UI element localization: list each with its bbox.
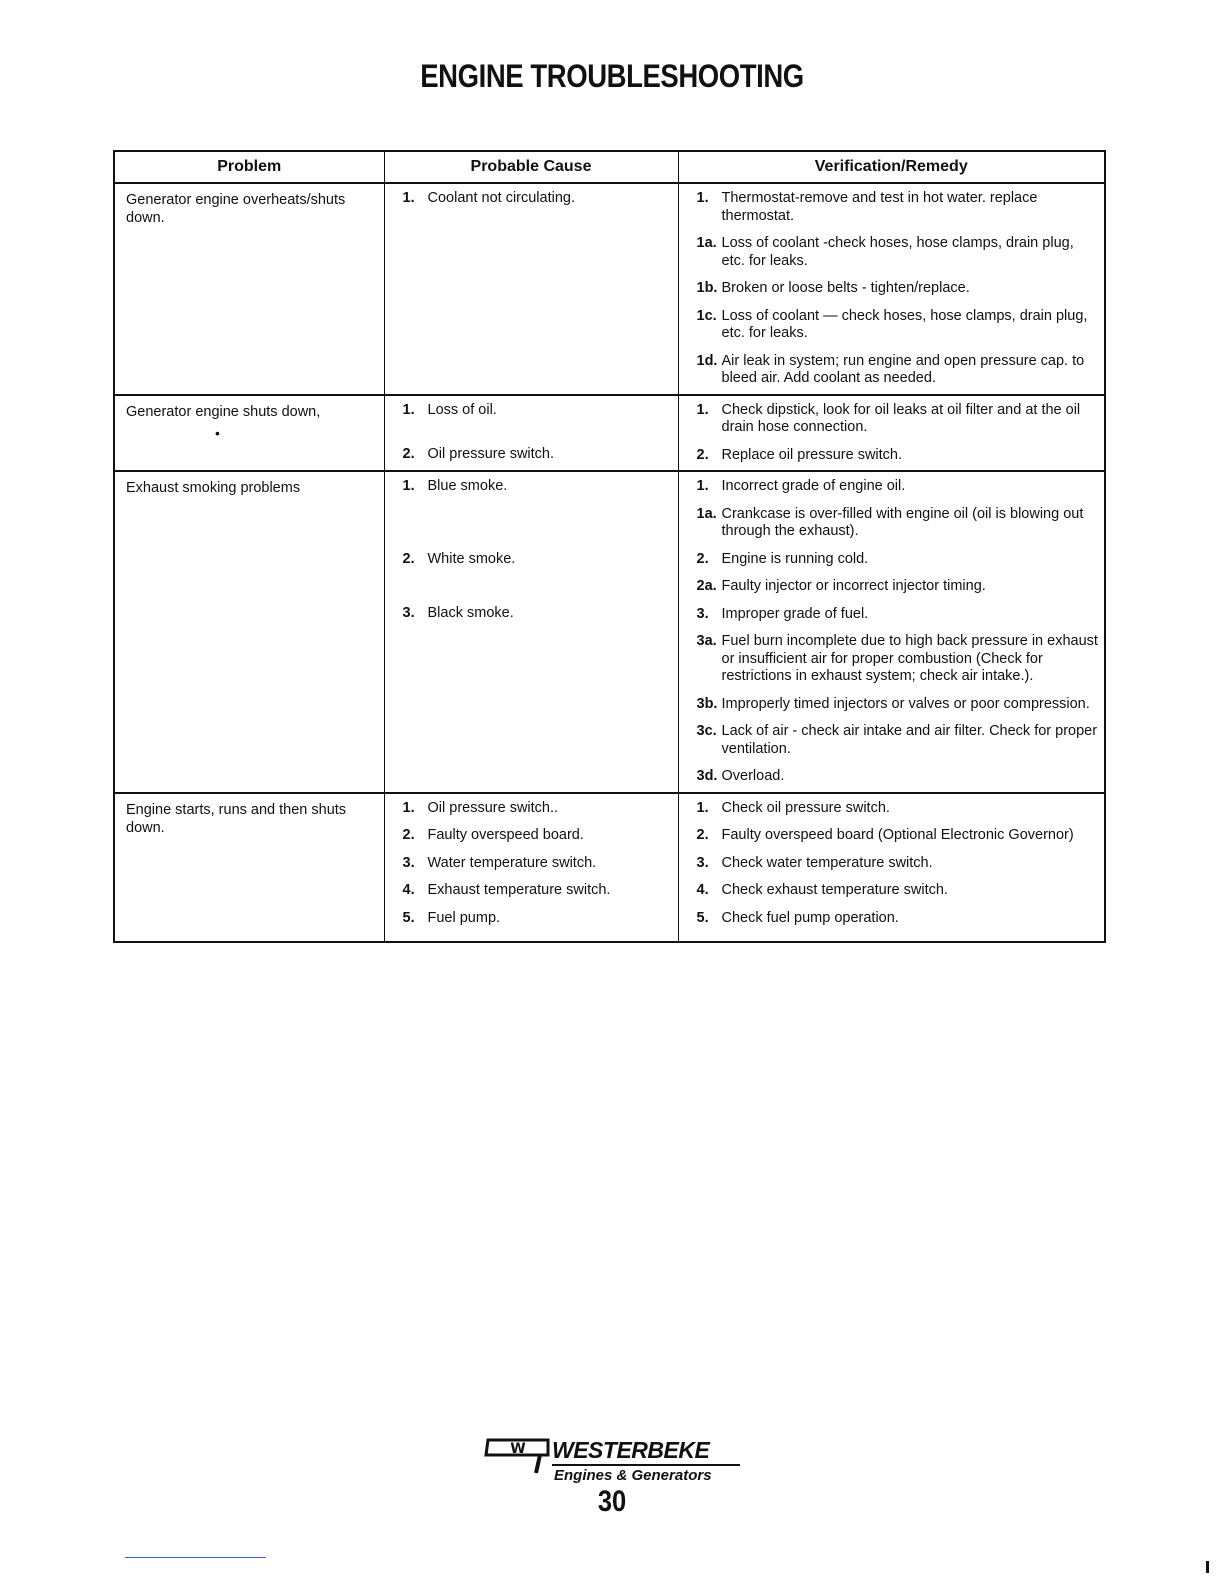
cause-item bbox=[385, 855, 678, 873]
cause-number: 1. bbox=[402, 190, 415, 206]
cause-number: 3. bbox=[402, 605, 415, 621]
remedy-item bbox=[679, 882, 1105, 900]
cause-item bbox=[385, 827, 678, 845]
remedy-number: 2. bbox=[696, 446, 709, 463]
edge-mark bbox=[1206, 1561, 1209, 1573]
cause-number: 2. bbox=[402, 446, 415, 462]
problem-text: Generator engine shuts down, bbox=[126, 403, 321, 420]
logo-mark: W bbox=[510, 1441, 526, 1457]
cause-text: Coolant not circulating. bbox=[427, 190, 575, 206]
remedy-item bbox=[679, 910, 1105, 928]
header-probable-cause: Probable Cause bbox=[384, 151, 678, 183]
problem-text: Generator engine overheats/shuts down. bbox=[126, 192, 346, 226]
remedy-text: Check exhaust temperature switch. bbox=[721, 882, 948, 898]
remedy-text: Faulty overspeed board (Optional Electronic Governor) bbox=[721, 827, 1074, 843]
remedy-number: 1b. bbox=[696, 280, 718, 296]
table-row bbox=[114, 183, 1105, 395]
remedy-cell bbox=[678, 471, 1105, 793]
remedy-number: 1. bbox=[696, 190, 709, 206]
remedy-text: Incorrect grade of engine oil. bbox=[721, 478, 906, 494]
remedy-item bbox=[679, 827, 1105, 845]
remedy-item bbox=[679, 551, 1105, 569]
problem-cell bbox=[114, 183, 384, 395]
remedy-number: 3. bbox=[696, 605, 709, 622]
remedy-item bbox=[679, 402, 1105, 437]
cause-item bbox=[385, 800, 678, 818]
remedy-number: 1. bbox=[696, 478, 709, 494]
bullet-mark: • bbox=[215, 424, 220, 441]
remedy-cell bbox=[678, 395, 1105, 472]
remedy-item bbox=[679, 447, 1105, 465]
cause-text: Fuel pump. bbox=[427, 909, 501, 926]
remedy-item bbox=[679, 506, 1105, 541]
cause-text: Loss of oil. bbox=[427, 401, 497, 418]
cause-text: Black smoke. bbox=[427, 605, 514, 621]
remedy-text: Replace oil pressure switch. bbox=[721, 446, 903, 463]
page-title: ENGINE TROUBLESHOOTING bbox=[420, 58, 804, 94]
remedy-number: 5. bbox=[696, 909, 709, 926]
remedy-text: Thermostat-remove and test in hot water. replace thermostat. bbox=[721, 190, 1038, 224]
remedy-text: Lack of air - check air intake and air filter. Check for proper ventilation. bbox=[721, 723, 1098, 757]
cause-number: 5. bbox=[402, 909, 415, 926]
remedy-item bbox=[679, 723, 1105, 758]
remedy-item bbox=[679, 696, 1105, 714]
cause-cell bbox=[384, 183, 678, 395]
cause-text: Water temperature switch. bbox=[427, 854, 597, 871]
remedy-number: 2. bbox=[696, 827, 709, 843]
remedy-item bbox=[679, 800, 1105, 818]
remedy-number: 3. bbox=[696, 854, 709, 871]
remedy-text: Improper grade of fuel. bbox=[721, 605, 869, 622]
table-row bbox=[114, 471, 1105, 793]
remedy-text: Check water temperature switch. bbox=[721, 854, 933, 871]
cause-text: Exhaust temperature switch. bbox=[427, 882, 611, 898]
cause-item bbox=[385, 605, 678, 623]
remedy-text: Engine is running cold. bbox=[721, 550, 869, 567]
remedy-text: Fuel burn incomplete due to high back pressure in exhaust or insufficient air for proper combustion (Check for restrictions in exhaust system; check air intake.). bbox=[721, 633, 1098, 684]
remedy-item bbox=[679, 578, 1105, 596]
remedy-item bbox=[679, 606, 1105, 624]
remedy-text: Check dipstick, look for oil leaks at oil filter and at the oil drain hose connection. bbox=[721, 401, 1081, 435]
troubleshooting-table bbox=[113, 150, 1106, 943]
brand-name: WESTERBEKE bbox=[552, 1437, 710, 1463]
remedy-number: 3a. bbox=[696, 633, 717, 649]
cause-number: 1. bbox=[402, 401, 415, 418]
header-verification-remedy: Verification/Remedy bbox=[678, 151, 1105, 183]
cause-item bbox=[385, 402, 678, 420]
cause-item bbox=[385, 190, 678, 208]
page-number: 30 bbox=[597, 1485, 627, 1518]
remedy-number: 1d. bbox=[696, 352, 718, 369]
cause-item bbox=[385, 478, 678, 496]
remedy-item bbox=[679, 855, 1105, 873]
cause-item bbox=[385, 446, 678, 464]
cause-text: Blue smoke. bbox=[427, 478, 508, 494]
remedy-number: 3d. bbox=[696, 768, 718, 784]
cause-number: 2. bbox=[402, 550, 415, 567]
remedy-text: Loss of coolant — check hoses, hose clamps, drain plug, etc. for leaks. bbox=[721, 307, 1088, 341]
table-header-row bbox=[114, 151, 1105, 183]
remedy-number: 1a. bbox=[696, 235, 717, 251]
remedy-number: 4. bbox=[696, 882, 709, 898]
problem-text: Exhaust smoking problems bbox=[126, 480, 301, 496]
westerbeke-logo-icon bbox=[482, 1437, 552, 1477]
problem-cell bbox=[114, 395, 384, 472]
remedy-text: Overload. bbox=[721, 768, 785, 784]
table-row bbox=[114, 395, 1105, 472]
remedy-item bbox=[679, 280, 1105, 298]
cause-text: White smoke. bbox=[427, 550, 516, 567]
remedy-text: Check oil pressure switch. bbox=[721, 799, 890, 816]
cause-item bbox=[385, 882, 678, 900]
remedy-item bbox=[679, 190, 1105, 225]
footer-rule bbox=[125, 1557, 266, 1558]
remedy-number: 1. bbox=[696, 799, 709, 816]
cause-cell bbox=[384, 395, 678, 472]
remedy-text: Crankcase is over-filled with engine oil (oil is blowing out through the exhaust). bbox=[721, 505, 1084, 539]
brand-underline bbox=[552, 1464, 740, 1466]
brand-tagline: Engines & Generators bbox=[554, 1467, 712, 1484]
cause-item bbox=[385, 551, 678, 569]
remedy-number: 1a. bbox=[696, 505, 717, 522]
problem-text: Engine starts, runs and then shuts down. bbox=[126, 801, 347, 836]
problem-cell bbox=[114, 471, 384, 793]
remedy-text: Improperly timed injectors or valves or poor compression. bbox=[721, 695, 1090, 712]
cause-number: 2. bbox=[402, 827, 415, 843]
remedy-item bbox=[679, 308, 1105, 343]
cause-number: 3. bbox=[402, 854, 415, 871]
cause-text: Faulty overspeed board. bbox=[427, 827, 584, 843]
cause-number: 4. bbox=[402, 882, 415, 898]
remedy-text: Faulty injector or incorrect injector timing. bbox=[721, 578, 986, 594]
cause-cell bbox=[384, 471, 678, 793]
remedy-text: Broken or loose belts - tighten/replace. bbox=[721, 280, 970, 296]
remedy-number: 3b. bbox=[696, 695, 718, 712]
problem-cell bbox=[114, 793, 384, 943]
remedy-number: 1c. bbox=[696, 307, 717, 324]
remedy-text: Air leak in system; run engine and open pressure cap. to bleed air. Add coolant as needed. bbox=[721, 352, 1085, 386]
cause-item bbox=[385, 910, 678, 928]
remedy-cell bbox=[678, 793, 1105, 943]
remedy-cell bbox=[678, 183, 1105, 395]
cause-number: 1. bbox=[402, 478, 415, 494]
remedy-item bbox=[679, 633, 1105, 686]
remedy-number: 1. bbox=[696, 401, 709, 418]
remedy-item bbox=[679, 478, 1105, 496]
cause-number: 1. bbox=[402, 799, 415, 816]
remedy-number: 2a. bbox=[696, 578, 717, 594]
cause-text: Oil pressure switch. bbox=[427, 446, 555, 462]
table-row bbox=[114, 793, 1105, 943]
remedy-item bbox=[679, 768, 1105, 786]
remedy-number: 3c. bbox=[696, 723, 717, 739]
remedy-text: Loss of coolant -check hoses, hose clamps, drain plug, etc. for leaks. bbox=[721, 235, 1074, 269]
header-problem: Problem bbox=[114, 151, 384, 183]
remedy-number: 2. bbox=[696, 550, 709, 567]
remedy-item bbox=[679, 353, 1105, 388]
cause-text: Oil pressure switch.. bbox=[427, 799, 559, 816]
cause-cell bbox=[384, 793, 678, 943]
remedy-text: Check fuel pump operation. bbox=[721, 909, 899, 926]
remedy-item bbox=[679, 235, 1105, 270]
